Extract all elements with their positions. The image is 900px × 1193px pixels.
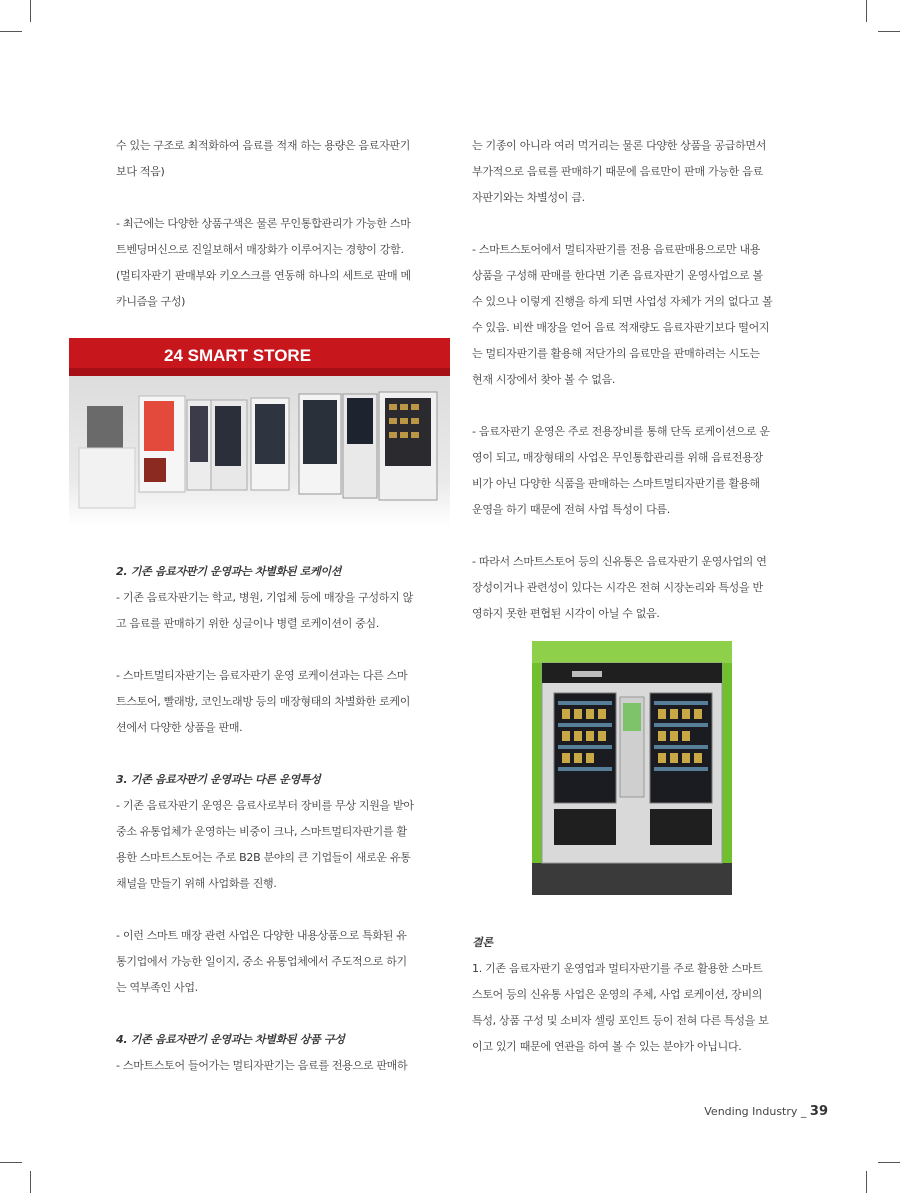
text-line: 장성이거나 관련성이 있다는 시각은 전혀 시장논리와 특성을 반 [472, 581, 763, 594]
text-line: 수 있으나 이렇게 진행을 하게 되면 사업성 자체가 거의 없다고 볼 [472, 295, 773, 308]
text-line: - 스마트스토어 들어가는 멀티자판기는 음료를 전용으로 판매하 [116, 1059, 408, 1072]
text-line: 는 기종이 아니라 여러 먹거리는 물론 다양한 상품을 공급하면서 [472, 139, 767, 152]
text-line: 수 있음. 비싼 매장을 얻어 음료 적재량도 음료자판기보다 떨어지 [472, 321, 770, 334]
section3-heading: 3. 기존 음료자판기 운영과는 다른 운영특성 [116, 773, 321, 786]
text-line: 수 있는 구조로 최적화하여 음료를 적재 하는 용량은 음료자판기 [116, 139, 411, 152]
vending-machine-photo [532, 641, 732, 895]
text-line: (멀티자판기 판매부와 키오스크를 연동해 하나의 세트로 판매 메 [116, 269, 411, 282]
conclusion-heading: 결론 [472, 936, 493, 949]
text-line: 상품을 구성해 판매를 한다면 기존 음료자판기 운영사업으로 볼 [472, 269, 763, 282]
text-line: 고 음료를 판매하기 위한 싱글이나 병렬 로케이션이 중심. [116, 617, 380, 630]
text-line: 부가적으로 음료를 판매하기 때문에 음료만이 판매 가능한 음료 [472, 165, 763, 178]
crop-mark [30, 1171, 31, 1193]
page-footer [704, 1104, 828, 1119]
text-line: - 기존 음료자판기는 학교, 병원, 기업체 등에 매장을 구성하지 않 [116, 591, 413, 604]
text-line: 용한 스마트스토어는 주로 B2B 분야의 큰 기업들이 새로운 유통 [116, 851, 411, 864]
text-line: 중소 유통업체가 운영하는 비중이 크나, 스마트멀티자판기를 활 [116, 825, 407, 838]
text-line: - 스마트스토어에서 멀티자판기를 전용 음료판매용으로만 내용 [472, 243, 761, 256]
text-line: 트벤딩머신으로 진일보해서 매장화가 이루어지는 경향이 강함. [116, 243, 404, 256]
text-line: 특성, 상품 구성 및 소비자 셀링 포인트 등이 전혀 다른 특성을 보 [472, 1014, 769, 1027]
crop-mark [0, 31, 22, 32]
crop-mark [0, 1162, 22, 1163]
crop-mark [878, 31, 900, 32]
text-line: - 음료자판기 운영은 주로 전용장비를 통해 단독 로케이션으로 운 [472, 425, 770, 438]
text-line: 이고 있기 때문에 연관을 하여 볼 수 있는 분야가 아닙니다. [472, 1040, 742, 1053]
store-sign-text: 24 SMART STORE [164, 346, 312, 365]
text-line: 1. 기존 음료자판기 운영업과 멀티자판기를 주로 활용한 스마트 [472, 962, 763, 975]
text-line: 영하지 못한 편협된 시각이 아닐 수 없음. [472, 607, 660, 620]
left-column-bottom [116, 559, 456, 1079]
text-line: - 기존 음료자판기 운영은 음료사로부터 장비를 무상 지원을 받아 [116, 799, 414, 812]
text-line: 운영을 하기 때문에 전혀 사업 특성이 다름. [472, 503, 670, 516]
text-line: - 최근에는 다양한 상품구색은 물론 무인통합관리가 가능한 스마 [116, 217, 411, 230]
smart-store-photo [69, 338, 450, 527]
section4-heading: 4. 기존 음료자판기 운영과는 차별화된 상품 구성 [116, 1033, 345, 1046]
text-line: 현재 시장에서 찾아 볼 수 없음. [472, 373, 616, 386]
conclusion-section [472, 930, 797, 1060]
text-line: 션에서 다양한 상품을 판매. [116, 721, 243, 734]
magazine-name: Vending Industry _ [704, 1105, 807, 1118]
text-line: 비가 아닌 다양한 식품을 판매하는 스마트멀티자판기를 활용해 [472, 477, 760, 490]
text-line: 카니즘을 구성) [116, 295, 186, 308]
page-number: 39 [809, 1104, 828, 1119]
text-line: 보다 적음) [116, 165, 165, 178]
text-line: 스토어 등의 신유통 사업은 운영의 주체, 사업 로케이션, 장비의 [472, 988, 763, 1001]
text-line: - 스마트멀티자판기는 음료자판기 운영 로케이션과는 다른 스마 [116, 669, 408, 682]
text-line: 는 멀티자판기를 활용해 저단가의 음료만을 판매하려는 시도는 [472, 347, 760, 360]
crop-mark [866, 1171, 867, 1193]
section2-heading: 2. 기존 음료자판기 운영과는 차별화된 로케이션 [116, 565, 342, 578]
right-column-top [472, 133, 797, 627]
text-line: - 따라서 스마트스토어 등의 신유통은 음료자판기 운영사업의 연 [472, 555, 767, 568]
crop-mark [866, 0, 867, 22]
text-line: - 이런 스마트 매장 관련 사업은 다양한 내용상품으로 특화된 유 [116, 929, 407, 942]
text-line: 트스토어, 빨래방, 코인노래방 등의 매장형태의 차별화한 로케이 [116, 695, 411, 708]
text-line: 통기업에서 가능한 일이지, 중소 유통업체에서 주도적으로 하기 [116, 955, 407, 968]
crop-mark [878, 1162, 900, 1163]
text-line: 채널을 만들기 위해 사업화를 진행. [116, 877, 277, 890]
text-line: 는 역부족인 사업. [116, 981, 198, 994]
text-line: 자판기와는 차별성이 큼. [472, 191, 585, 204]
crop-mark [30, 0, 31, 22]
left-column-top [116, 133, 456, 315]
text-line: 영이 되고, 매장형태의 사업은 무인통합관리를 위해 음료전용장 [472, 451, 763, 464]
